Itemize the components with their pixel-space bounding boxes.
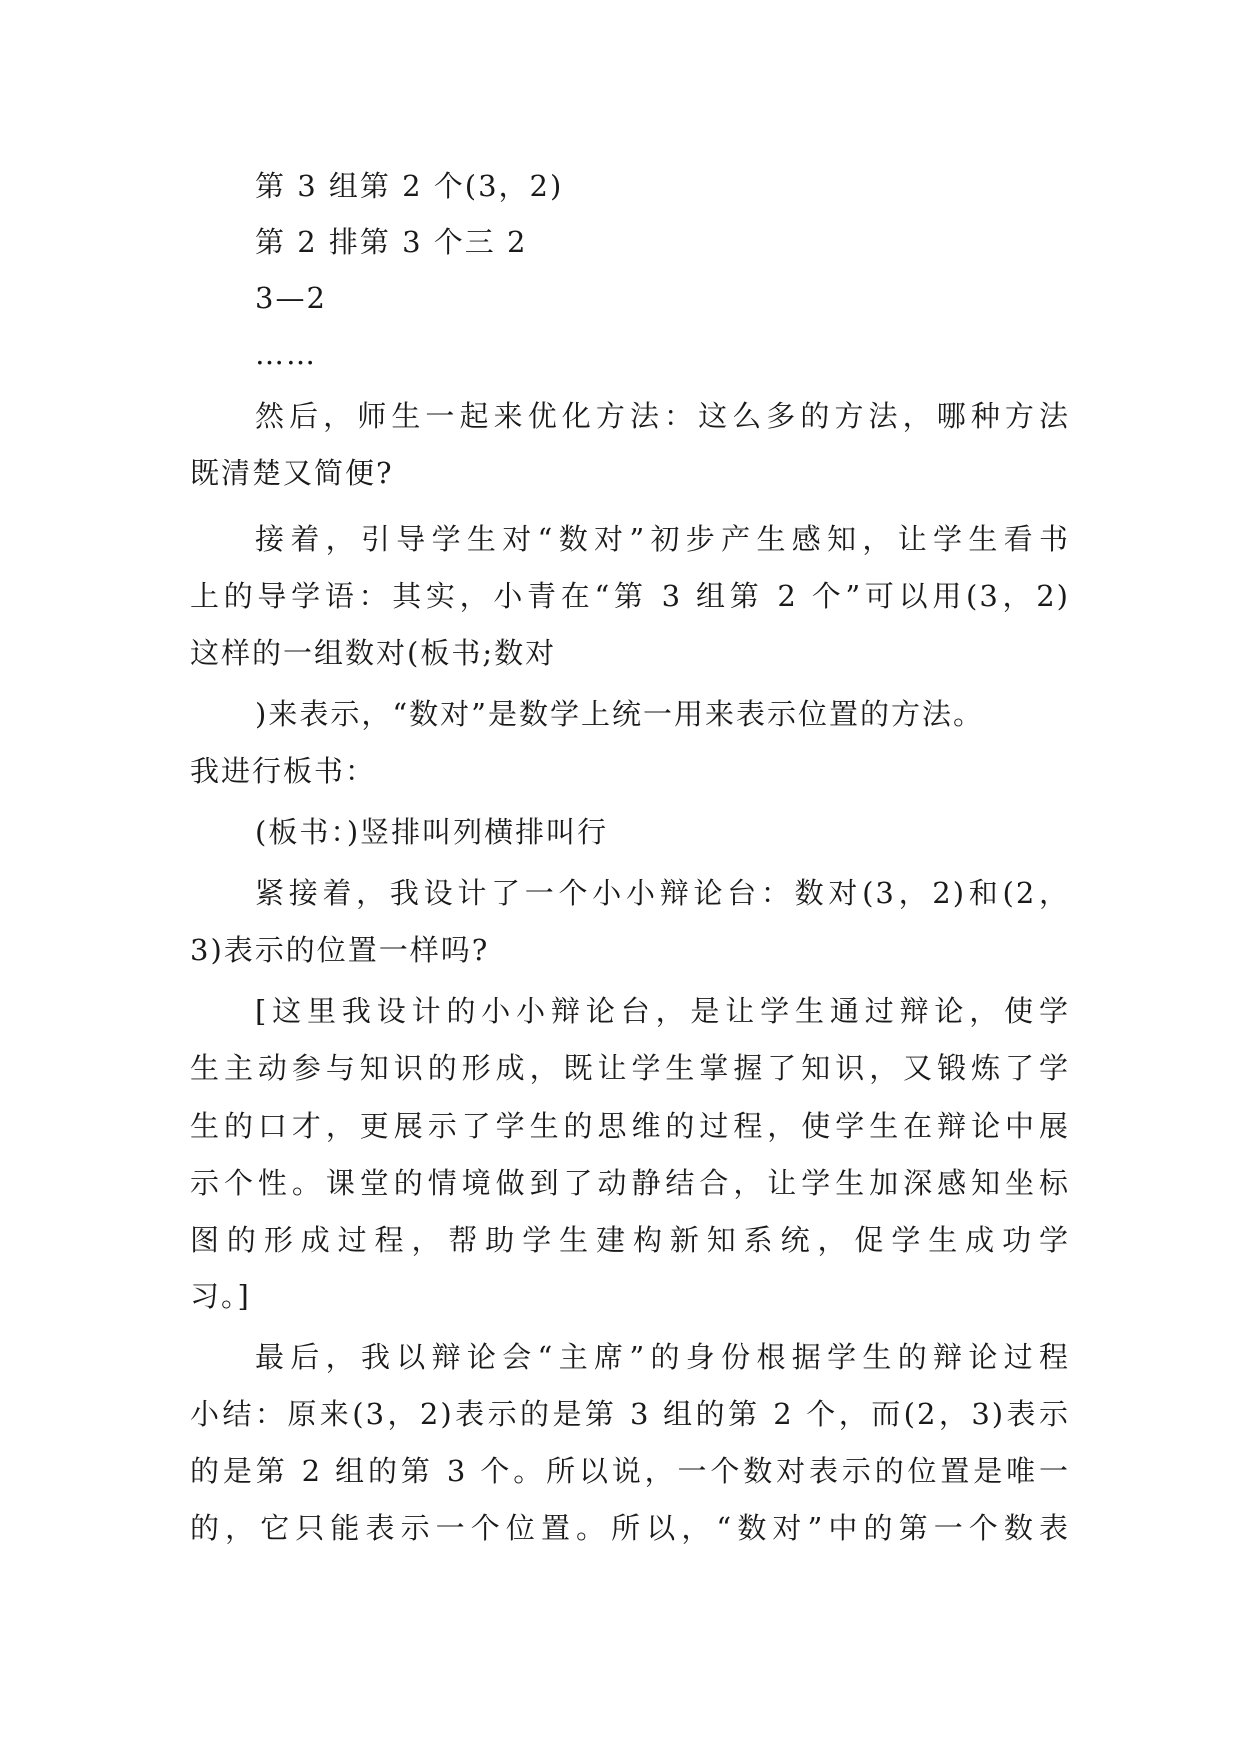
paragraph-line: 然后，师生一起来优化方法：这么多的方法，哪种方法 xyxy=(255,399,1070,433)
paragraph-line: 我进行板书： xyxy=(190,754,377,788)
paragraph-line: 紧接着，我设计了一个小小辩论台：数对(3，2)和(2， xyxy=(255,876,1070,910)
paragraph-line: 的，它只能表示一个位置。所以，“数对”中的第一个数表 xyxy=(190,1511,1070,1545)
paragraph-line: 小结：原来(3，2)表示的是第 3 组的第 2 个，而(2，3)表示 xyxy=(190,1397,1070,1431)
paragraph-line: 示个性。课堂的情境做到了动静结合，让学生加深感知坐标 xyxy=(190,1166,1070,1200)
paragraph-line: 既清楚又简便? xyxy=(190,456,394,490)
text-line: 第 3 组第 2 个(3，2) xyxy=(255,169,564,203)
paragraph-line: 最后，我以辩论会“主席”的身份根据学生的辩论过程 xyxy=(255,1340,1070,1374)
paragraph-line: 接着，引导学生对“数对”初步产生感知，让学生看书 xyxy=(255,522,1070,556)
paragraph-line: 的是第 2 组的第 3 个。所以说，一个数对表示的位置是唯一 xyxy=(190,1454,1070,1488)
paragraph-line: 这样的一组数对(板书;数对 xyxy=(190,636,557,670)
text-line: 第 2 排第 3 个三 2 xyxy=(255,225,528,259)
text-line: 3—2 xyxy=(255,281,327,315)
paragraph-line: 图的形成过程，帮助学生建构新知系统，促学生成功学 xyxy=(190,1223,1070,1257)
paragraph-line: (板书：)竖排叫列横排叫行 xyxy=(255,815,609,849)
paragraph-line: 上的导学语：其实，小青在“第 3 组第 2 个”可以用(3，2) xyxy=(190,579,1070,613)
paragraph-line: [这里我设计的小小辩论台，是让学生通过辩论，使学 xyxy=(255,994,1070,1028)
paragraph-line: 3)表示的位置一样吗? xyxy=(190,933,490,967)
text-line: …… xyxy=(255,337,317,371)
paragraph-line: 生的口才，更展示了学生的思维的过程，使学生在辩论中展 xyxy=(190,1109,1070,1143)
paragraph-line: 习。] xyxy=(190,1279,251,1313)
paragraph-line: )来表示，“数对”是数学上统一用来表示位置的方法。 xyxy=(255,697,984,731)
paragraph-line: 生主动参与知识的形成，既让学生掌握了知识，又锻炼了学 xyxy=(190,1051,1070,1085)
